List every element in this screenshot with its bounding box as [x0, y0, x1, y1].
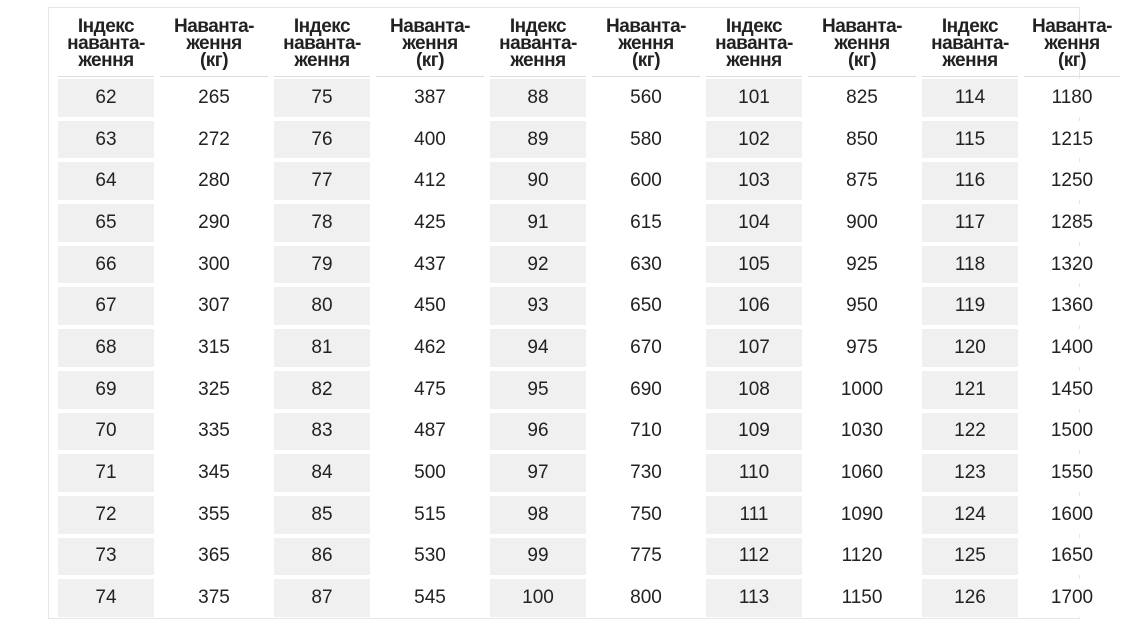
load-index-cell: 105	[706, 246, 802, 284]
load-kg-cell: 1215	[1024, 121, 1120, 159]
load-kg-cell: 265	[160, 79, 268, 117]
load-kg-cell: 600	[592, 162, 700, 200]
load-index-cell: 100	[490, 579, 586, 617]
load-kg-cell: 1030	[808, 413, 916, 451]
load-index-cell: 102	[706, 121, 802, 159]
load-index-cell: 126	[922, 579, 1018, 617]
load-index-cell: 113	[706, 579, 802, 617]
load-index-cell: 65	[58, 204, 154, 242]
load-kg-cell: 1285	[1024, 204, 1120, 242]
load-index-cell: 98	[490, 496, 586, 534]
load-kg-cell: 1090	[808, 496, 916, 534]
load-kg-cell: 875	[808, 162, 916, 200]
load-kg-cell: 462	[376, 329, 484, 367]
load-kg-cell: 400	[376, 121, 484, 159]
load-index-cell: 94	[490, 329, 586, 367]
load-index-cell: 109	[706, 413, 802, 451]
load-index-cell: 83	[274, 413, 370, 451]
load-index-cell: 89	[490, 121, 586, 159]
header-load-index: Індекс наванта- ження	[922, 8, 1018, 77]
load-kg-cell: 975	[808, 329, 916, 367]
load-index-cell: 91	[490, 204, 586, 242]
load-kg-cell: 437	[376, 246, 484, 284]
load-kg-cell: 530	[376, 538, 484, 576]
load-index-cell: 104	[706, 204, 802, 242]
load-index-cell: 78	[274, 204, 370, 242]
load-kg-cell: 580	[592, 121, 700, 159]
load-kg-cell: 1400	[1024, 329, 1120, 367]
load-index-cell: 118	[922, 246, 1018, 284]
load-kg-cell: 650	[592, 287, 700, 325]
load-kg-cell: 1650	[1024, 538, 1120, 576]
load-kg-cell: 1150	[808, 579, 916, 617]
load-index-cell: 116	[922, 162, 1018, 200]
load-index-cell: 79	[274, 246, 370, 284]
load-index-cell: 76	[274, 121, 370, 159]
load-kg-cell: 280	[160, 162, 268, 200]
load-index-cell: 112	[706, 538, 802, 576]
load-kg-cell: 615	[592, 204, 700, 242]
load-index-cell: 110	[706, 454, 802, 492]
load-index-cell: 108	[706, 371, 802, 409]
load-index-cell: 107	[706, 329, 802, 367]
load-kg-cell: 1320	[1024, 246, 1120, 284]
header-load-index: Індекс наванта- ження	[274, 8, 370, 77]
header-load-index: Індекс наванта- ження	[490, 8, 586, 77]
load-kg-cell: 900	[808, 204, 916, 242]
load-index-cell: 111	[706, 496, 802, 534]
load-kg-cell: 1600	[1024, 496, 1120, 534]
load-kg-cell: 1360	[1024, 287, 1120, 325]
load-index-cell: 75	[274, 79, 370, 117]
load-index-cell: 103	[706, 162, 802, 200]
load-index-cell: 77	[274, 162, 370, 200]
load-index-cell: 88	[490, 79, 586, 117]
load-index-cell: 81	[274, 329, 370, 367]
header-load-kg: Наванта- ження (кг)	[592, 8, 700, 77]
load-index-cell: 90	[490, 162, 586, 200]
load-kg-cell: 290	[160, 204, 268, 242]
load-kg-cell: 375	[160, 579, 268, 617]
load-index-cell: 85	[274, 496, 370, 534]
load-index-cell: 63	[58, 121, 154, 159]
load-kg-cell: 710	[592, 413, 700, 451]
load-index-cell: 66	[58, 246, 154, 284]
load-index-cell: 87	[274, 579, 370, 617]
load-kg-cell: 850	[808, 121, 916, 159]
load-kg-cell: 825	[808, 79, 916, 117]
load-index-cell: 72	[58, 496, 154, 534]
load-kg-cell: 1180	[1024, 79, 1120, 117]
load-index-cell: 86	[274, 538, 370, 576]
load-kg-cell: 307	[160, 287, 268, 325]
load-index-cell: 84	[274, 454, 370, 492]
load-kg-cell: 1120	[808, 538, 916, 576]
load-index-cell: 68	[58, 329, 154, 367]
load-kg-cell: 925	[808, 246, 916, 284]
load-kg-cell: 315	[160, 329, 268, 367]
load-kg-cell: 1500	[1024, 413, 1120, 451]
load-index-cell: 71	[58, 454, 154, 492]
load-index-cell: 101	[706, 79, 802, 117]
load-index-cell: 96	[490, 413, 586, 451]
load-index-cell: 73	[58, 538, 154, 576]
load-kg-cell: 1000	[808, 371, 916, 409]
header-load-index: Індекс наванта- ження	[706, 8, 802, 77]
load-index-cell: 99	[490, 538, 586, 576]
load-kg-cell: 800	[592, 579, 700, 617]
header-load-index: Індекс наванта- ження	[58, 8, 154, 77]
load-kg-cell: 1700	[1024, 579, 1120, 617]
load-kg-cell: 1550	[1024, 454, 1120, 492]
load-index-cell: 70	[58, 413, 154, 451]
load-kg-cell: 345	[160, 454, 268, 492]
load-kg-cell: 487	[376, 413, 484, 451]
load-index-cell: 95	[490, 371, 586, 409]
load-kg-cell: 450	[376, 287, 484, 325]
load-index-cell: 97	[490, 454, 586, 492]
load-index-cell: 114	[922, 79, 1018, 117]
load-kg-cell: 545	[376, 579, 484, 617]
load-kg-cell: 670	[592, 329, 700, 367]
load-kg-cell: 272	[160, 121, 268, 159]
load-kg-cell: 300	[160, 246, 268, 284]
header-load-kg: Наванта- ження (кг)	[160, 8, 268, 77]
load-index-cell: 82	[274, 371, 370, 409]
load-kg-cell: 387	[376, 79, 484, 117]
load-index-cell: 124	[922, 496, 1018, 534]
load-index-cell: 67	[58, 287, 154, 325]
load-index-cell: 64	[58, 162, 154, 200]
load-index-cell: 121	[922, 371, 1018, 409]
load-kg-cell: 950	[808, 287, 916, 325]
load-kg-cell: 425	[376, 204, 484, 242]
load-index-cell: 122	[922, 413, 1018, 451]
load-kg-cell: 365	[160, 538, 268, 576]
load-kg-cell: 335	[160, 413, 268, 451]
load-kg-cell: 475	[376, 371, 484, 409]
load-kg-cell: 775	[592, 538, 700, 576]
load-index-cell: 106	[706, 287, 802, 325]
load-kg-cell: 1250	[1024, 162, 1120, 200]
header-load-kg: Наванта- ження (кг)	[376, 8, 484, 77]
load-index-cell: 125	[922, 538, 1018, 576]
load-kg-cell: 750	[592, 496, 700, 534]
load-kg-cell: 1060	[808, 454, 916, 492]
header-load-kg: Наванта- ження (кг)	[808, 8, 916, 77]
load-kg-cell: 515	[376, 496, 484, 534]
load-index-table	[48, 7, 1112, 619]
load-kg-cell: 325	[160, 371, 268, 409]
load-index-cell: 123	[922, 454, 1018, 492]
load-index-cell: 80	[274, 287, 370, 325]
load-index-cell: 120	[922, 329, 1018, 367]
load-index-cell: 117	[922, 204, 1018, 242]
load-index-cell: 119	[922, 287, 1018, 325]
load-kg-cell: 560	[592, 79, 700, 117]
header-load-kg: Наванта- ження (кг)	[1024, 8, 1120, 77]
load-index-cell: 115	[922, 121, 1018, 159]
load-kg-cell: 355	[160, 496, 268, 534]
load-kg-cell: 730	[592, 454, 700, 492]
load-kg-cell: 500	[376, 454, 484, 492]
load-index-cell: 93	[490, 287, 586, 325]
load-kg-cell: 690	[592, 371, 700, 409]
load-index-cell: 74	[58, 579, 154, 617]
load-index-cell: 69	[58, 371, 154, 409]
load-index-cell: 62	[58, 79, 154, 117]
load-kg-cell: 1450	[1024, 371, 1120, 409]
load-index-cell: 92	[490, 246, 586, 284]
load-kg-cell: 630	[592, 246, 700, 284]
load-kg-cell: 412	[376, 162, 484, 200]
